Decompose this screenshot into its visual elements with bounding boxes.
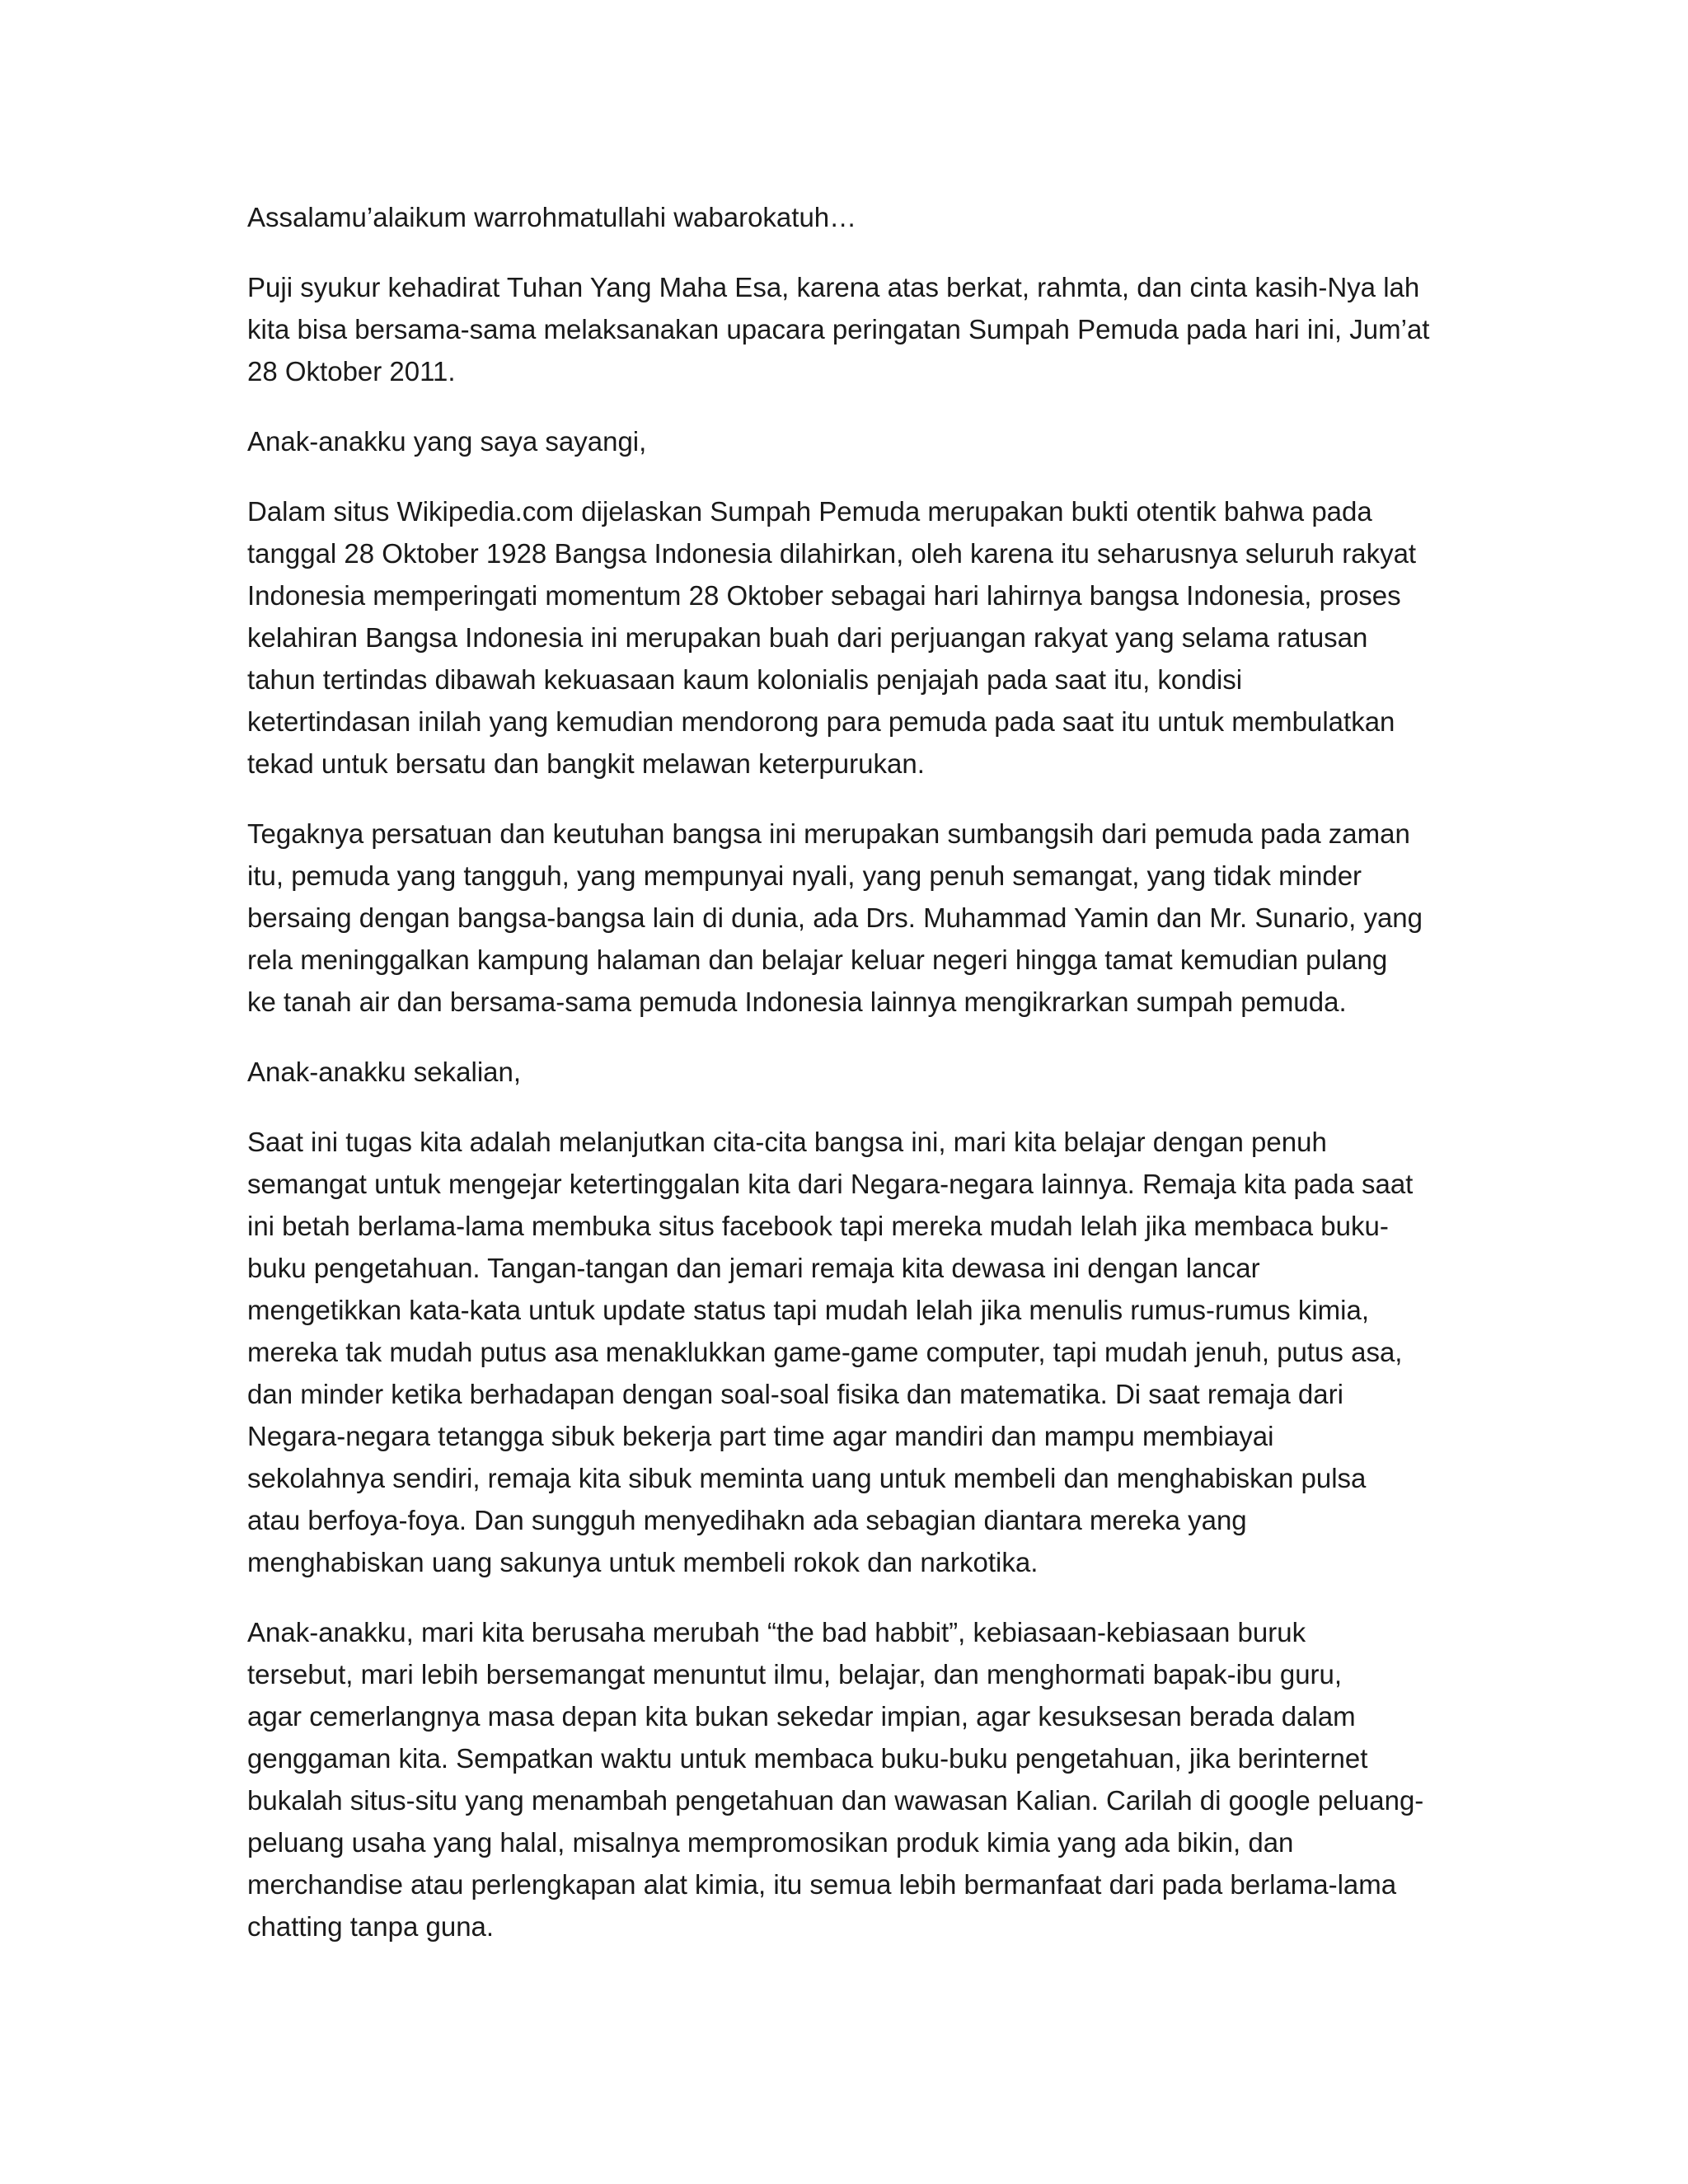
document-body xyxy=(247,196,1451,1975)
salutation-paragraph: Anak-anakku yang saya sayangi, xyxy=(247,426,647,457)
greeting-paragraph: Assalamu’alaikum warrohmatullahi wabarokatuh… xyxy=(247,202,857,232)
unity-paragraph: Tegaknya persatuan dan keutuhan bangsa ini merupakan sumbangsih dari pemuda pada zaman itu, pemuda yang tangguh, yang mempunyai nyali, yang penuh semangat, yang tidak minder bersaing dengan bangsa-bangsa lain di dunia, ada Drs. Muhammad Yamin dan Mr. Sunario, yang rela meninggalkan kampung halaman dan belajar keluar negeri hingga tamat kemudian pulang ke tanah air dan bersama-sama pemuda Indonesia lainnya mengikrarkan sumpah pemuda. xyxy=(247,818,1423,1017)
address-paragraph: Anak-anakku sekalian, xyxy=(247,1057,522,1087)
closing-paragraph: Anak-anakku, mari kita berusaha merubah “the bad habbit”, kebiasaan-kebiasaan buruk tersebut, mari lebih bersemangat menuntut ilmu, belajar, dan menghormati bapak-ibu guru, agar cemerlangnya masa depan kita bukan sekedar impian, agar kesuksesan berada dalam genggaman kita. Sempatkan waktu untuk membaca buku-buku pengetahuan, jika berinternet bukalah situs-situ yang menambah pengetahuan dan wawasan Kalian. Carilah di google peluang- peluang usaha yang halal, misalnya mempromosikan produk kimia yang ada bikin, dan merchandise atau perlengkapan alat kimia, itu semua lebih bermanfaat dari pada berlama-lama chatting tanpa guna. xyxy=(247,1617,1424,1942)
gratitude-paragraph: Puji syukur kehadirat Tuhan Yang Maha Esa, karena atas berkat, rahmta, dan cinta kasih-Nya lah kita bisa bersama-sama melaksanakan upacara peringatan Sumpah Pemuda pada hari ini, Jum’at 28 Oktober 2011. xyxy=(247,272,1430,387)
youth-paragraph: Saat ini tugas kita adalah melanjutkan cita-cita bangsa ini, mari kita belajar dengan penuh semangat untuk mengejar ketertinggalan kita dari Negara-negara lainnya. Remaja kita pada saat ini betah berlama-lama membuka situs facebook tapi mereka mudah lelah jika membaca buku- buku pengetahuan. Tangan-tangan dan jemari remaja kita dewasa ini dengan lancar mengetikkan kata-kata untuk update status tapi mudah lelah jika menulis rumus-rumus kimia, mereka tak mudah putus asa menaklukkan game-game computer, tapi mudah jenuh, putus asa, dan minder ketika berhadapan dengan soal-soal fisika dan matematika. Di saat remaja dari Negara-negara tetangga sibuk bekerja part time agar mandiri dan mampu membiayai sekolahnya sendiri, remaja kita sibuk meminta uang untuk membeli dan menghabiskan pulsa atau berfoya-foya. Dan sungguh menyedihakn ada sebagian diantara mereka yang menghabiskan uang sakunya untuk membeli rokok dan narkotika. xyxy=(247,1127,1414,1577)
history-paragraph: Dalam situs Wikipedia.com dijelaskan Sumpah Pemuda merupakan bukti otentik bahwa pada tanggal 28 Oktober 1928 Bangsa Indonesia dilahirkan, oleh karena itu seharusnya seluruh rakyat Indonesia memperingati momentum 28 Oktober sebagai hari lahirnya bangsa Indonesia, proses kelahiran Bangsa Indonesia ini merupakan buah dari perjuangan rakyat yang selama ratusan tahun tertindas dibawah kekuasaan kaum kolonialis penjajah pada saat itu, kondisi ketertindasan inilah yang kemudian mendorong para pemuda pada saat itu untuk membulatkan tekad untuk bersatu dan bangkit melawan keterpurukan. xyxy=(247,496,1417,779)
